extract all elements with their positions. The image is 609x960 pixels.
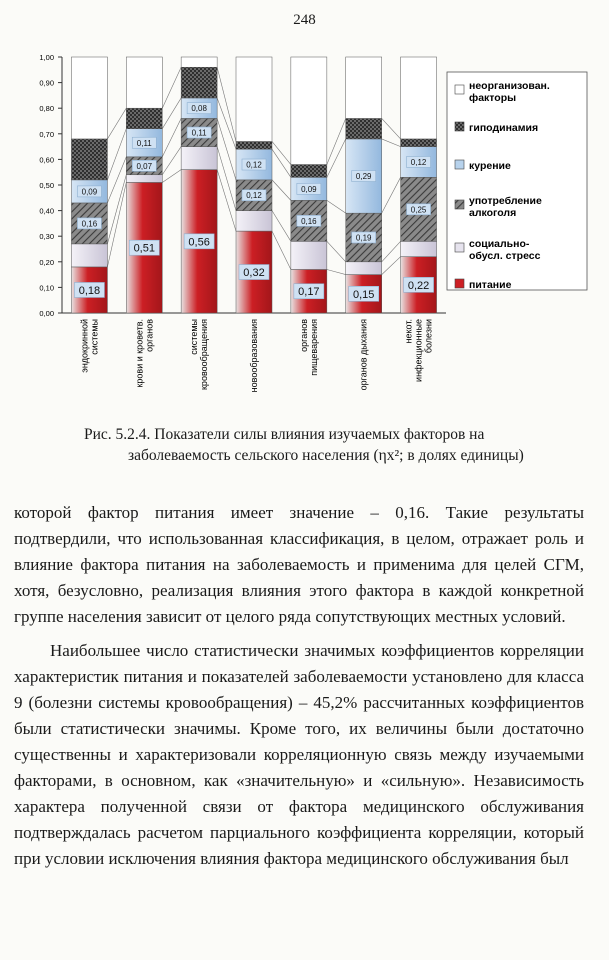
bar-segment (291, 241, 327, 269)
category-labels (79, 319, 433, 393)
bar-segment (291, 57, 327, 165)
category-label: органов (144, 319, 155, 352)
legend-swatch (455, 200, 464, 209)
connector-line (217, 98, 236, 149)
legend-label: неорганизован. (469, 80, 550, 92)
connector-line (107, 108, 126, 139)
data-label: 0,17 (298, 286, 320, 299)
category-label: пищеварения (308, 319, 319, 376)
bar-segment (236, 57, 272, 141)
connector-line (382, 177, 401, 213)
y-tick-label: 0,80 (39, 104, 54, 114)
category-label: крови и кроветв. (134, 319, 145, 388)
legend-label: факторы (469, 92, 517, 104)
stacked-bar-chart (0, 0, 609, 420)
bar-segment (346, 118, 382, 138)
data-label: 0,16 (301, 216, 317, 226)
data-label: 0,11 (136, 138, 152, 148)
legend-swatch (455, 85, 464, 94)
category-label: органов дыхания (358, 319, 369, 391)
connector-line (382, 139, 401, 147)
data-label: 0,12 (410, 157, 427, 167)
legend-label: обусл. стресс (469, 250, 541, 262)
data-label: 0,15 (353, 288, 375, 301)
category-label: системы (189, 319, 200, 355)
connector-line (382, 118, 401, 138)
body-text (14, 500, 584, 872)
paragraph-1: которой фактор питания имеет значение – 0,16. Такие результаты подтвердили, что использованная классификация, в целом, отражает роль и влияние фактора питания на заболеваемость и применима для целей СГМ, хотя, безусловно, реализация влияния этого фактора в каждой конкретной группе населения зависит от целого ряда сопутствующих местных условий. (14, 503, 584, 626)
y-tick-label: 0,90 (39, 78, 54, 88)
bar-segment (236, 141, 272, 149)
data-label: 0,56 (188, 236, 210, 249)
data-label: 0,18 (78, 284, 101, 297)
legend-label: алкоголя (469, 207, 517, 219)
bar-segment (346, 57, 382, 118)
connector-line (327, 200, 346, 213)
data-label: 0,12 (246, 160, 262, 170)
data-label: 0,32 (243, 267, 265, 280)
connector-line (272, 180, 291, 200)
data-label: 0,29 (355, 172, 372, 182)
legend-label: питание (469, 279, 512, 291)
y-tick-label: 0,00 (39, 309, 54, 318)
data-label: 0,25 (410, 205, 427, 215)
bar-segment (181, 67, 217, 98)
legend-label: курение (469, 160, 511, 172)
data-label: 0,12 (246, 191, 262, 201)
data-label: 0,51 (133, 242, 155, 255)
bar-segment (236, 211, 272, 231)
y-tick-label: 0,20 (39, 257, 54, 267)
legend-label: гиподинамия (469, 122, 539, 134)
bar-segment (181, 147, 217, 170)
category-label: новообразования (249, 319, 259, 393)
y-tick-label: 0,10 (39, 283, 54, 293)
data-label: 0,07 (136, 161, 153, 171)
connector-line (107, 129, 126, 180)
bar-segment (291, 165, 327, 178)
bar-segment (126, 57, 162, 108)
category-label: кровообращения (199, 319, 210, 390)
y-tick-label: 0,70 (39, 129, 54, 139)
data-label: 0,09 (301, 184, 317, 194)
data-label: 0,16 (81, 219, 98, 229)
data-label: 0,09 (81, 187, 98, 197)
bar-segment (401, 241, 437, 256)
connector-line (327, 241, 346, 261)
data-label: 0,22 (407, 279, 430, 292)
legend (447, 72, 587, 291)
bar-segment (181, 57, 217, 67)
connector-line (162, 170, 181, 183)
data-label: 0,11 (191, 128, 207, 138)
figure-caption (84, 424, 584, 466)
category-label: некот. (403, 319, 414, 344)
legend-swatch (455, 279, 464, 288)
bar-segment (71, 244, 107, 267)
bar-segment (401, 139, 437, 147)
data-label: 0,08 (191, 104, 207, 114)
connector-line (327, 269, 346, 274)
connector-line (382, 257, 401, 275)
data-label: 0,19 (355, 233, 372, 243)
legend-swatch (455, 160, 464, 169)
y-tick-label: 0,30 (39, 232, 54, 242)
bar-segment (401, 57, 437, 139)
legend-swatch (455, 122, 464, 131)
y-tick-label: 0,40 (39, 206, 54, 216)
caption-line-1: Рис. 5.2.4. Показатели силы влияния изучаемых факторов на (84, 426, 485, 443)
legend-swatch (455, 243, 464, 252)
bar-segment (126, 108, 162, 128)
connector-line (217, 118, 236, 179)
bar-segment (71, 139, 107, 180)
connector-line (382, 241, 401, 261)
category-label: органов (298, 319, 309, 352)
paragraph-2: Наибольшее число статистически значимых коэффициентов корреляции характеристик питания и показателей заболеваемости установлено для класса 9 (болезни системы кровообращения) – 45,2% рассчитанных коэффициентов были статистически значимы. Кроме того, их величины были достаточно существенны и характеризовали корреляционную связь между изучаемыми факторами, в основном, как «значительную» и «сильную». Независимость характера полученной связи от фактора медицинского обслуживания подтверждалась расчетом парциального коэффициента корреляции, который при условии исключения влияния фактора медицинского обслуживания был (14, 641, 584, 868)
caption-line-2: заболеваемость сельского населения (ηx²; в долях единицы) (128, 447, 524, 464)
bar-segment (346, 262, 382, 275)
category-label: системы (89, 319, 100, 355)
connector-line (107, 182, 126, 266)
connector-line (107, 175, 126, 244)
bar-segment (71, 57, 107, 139)
legend-label: употребление (469, 195, 542, 207)
category-label: эндокринной (79, 319, 90, 373)
y-tick-label: 0,50 (39, 181, 54, 190)
bar-segment (126, 175, 162, 183)
connector-line (217, 67, 236, 141)
page-number: 248 (293, 12, 316, 28)
y-tick-label: 1,00 (39, 53, 54, 62)
category-label: болезни (423, 319, 434, 354)
y-tick-label: 0,60 (39, 155, 54, 165)
legend-label: социально- (469, 238, 530, 250)
category-label: инфекционные (413, 319, 424, 382)
